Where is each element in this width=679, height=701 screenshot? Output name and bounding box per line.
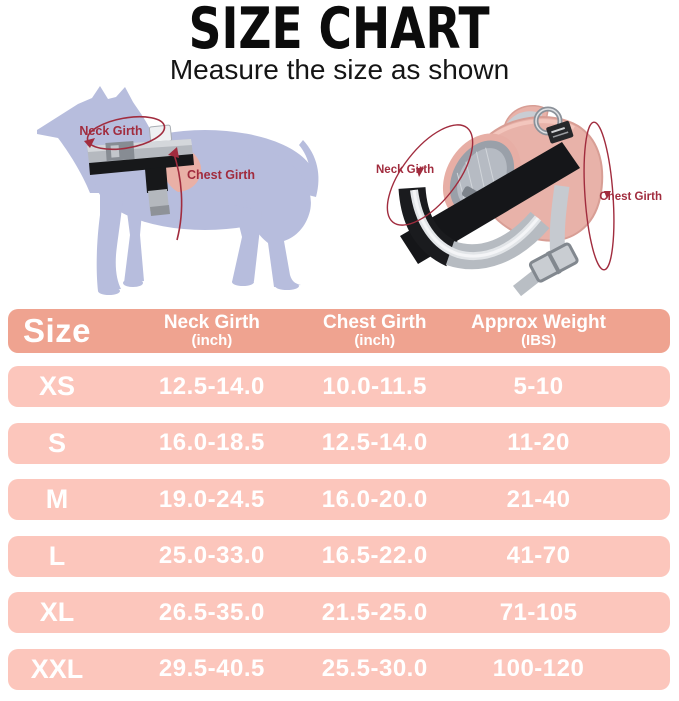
dog-measurement-diagram xyxy=(20,85,332,303)
row-size: L xyxy=(48,540,66,571)
row-neck: 26.5-35.0 xyxy=(158,598,265,626)
row-size: S xyxy=(47,427,66,458)
table-row xyxy=(8,649,670,690)
header-neck-girth: Neck Girth (inch) xyxy=(163,312,260,349)
table-row xyxy=(8,592,670,633)
table-row xyxy=(8,423,670,464)
row-weight: 100-120 xyxy=(492,655,585,683)
row-neck: 16.0-18.5 xyxy=(158,429,265,457)
header-chest-girth: Chest Girth (inch) xyxy=(323,312,427,349)
row-weight: 41-70 xyxy=(506,542,571,570)
row-weight: 5-10 xyxy=(513,372,564,400)
photo-neck-girth-label: Neck Girth xyxy=(376,164,435,176)
harness-illustration xyxy=(400,106,602,291)
row-weight: 71-105 xyxy=(499,598,578,626)
dog-neck-girth-label: Neck Girth xyxy=(79,124,143,138)
harness-product-photo xyxy=(356,88,668,303)
table-row xyxy=(8,536,670,577)
row-neck: 12.5-14.0 xyxy=(158,372,265,400)
row-size: XL xyxy=(39,597,75,628)
row-chest: 10.0-11.5 xyxy=(322,372,428,400)
row-neck: 25.0-33.0 xyxy=(158,542,265,570)
row-chest: 12.5-14.0 xyxy=(321,429,428,457)
row-chest: 16.5-22.0 xyxy=(321,542,428,570)
header-approx-weight: Approx Weight (IBS) xyxy=(471,312,606,349)
row-weight: 21-40 xyxy=(506,485,571,513)
page-subtitle: Measure the size as shown xyxy=(169,54,510,85)
photo-chest-girth-label: Chest Girth xyxy=(599,191,662,203)
table-row xyxy=(8,479,670,520)
dog-chest-girth-label: Chest Girth xyxy=(187,168,256,182)
row-chest: 16.0-20.0 xyxy=(321,485,428,513)
table-header xyxy=(8,309,670,353)
size-table xyxy=(8,309,670,690)
row-neck: 29.5-40.5 xyxy=(158,655,265,683)
page-title: SIZE CHART xyxy=(188,0,490,62)
table-row xyxy=(8,366,670,407)
row-size: M xyxy=(45,484,69,515)
row-chest: 25.5-30.0 xyxy=(321,655,428,683)
row-size: XS xyxy=(38,371,75,401)
header-size: Size xyxy=(22,312,91,349)
heading-block xyxy=(0,0,679,86)
row-chest: 21.5-25.0 xyxy=(321,598,428,626)
row-size: XXL xyxy=(30,653,84,684)
row-neck: 19.0-24.5 xyxy=(158,485,265,513)
row-weight: 11-20 xyxy=(507,429,570,457)
